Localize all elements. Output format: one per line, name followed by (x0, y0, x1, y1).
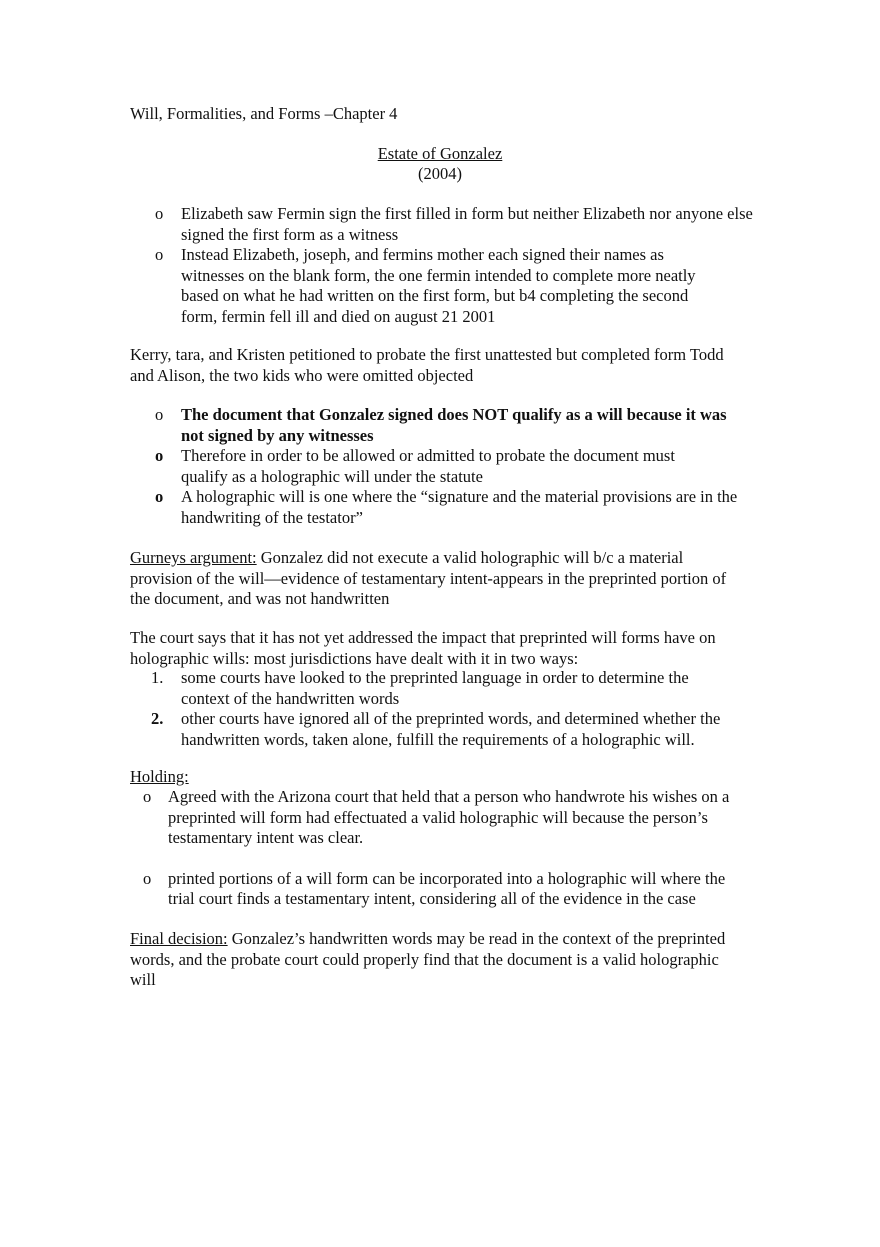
final-label: Final decision: (130, 929, 228, 948)
gurney-label: Gurneys argument: (130, 548, 257, 567)
list-item (155, 204, 755, 245)
court-ways-list (151, 668, 755, 750)
list-item (143, 869, 753, 910)
list-item (155, 245, 755, 327)
list-item (151, 709, 755, 750)
bullet-marker: o (155, 245, 164, 264)
holding-list (143, 787, 753, 910)
bullet-marker: o (143, 868, 152, 888)
bullet-marker: o (155, 204, 164, 223)
list-item (143, 787, 753, 849)
case-title: Estate of Gonzalez (377, 144, 503, 163)
bullet-marker: o (143, 787, 152, 806)
number-marker: 1. (151, 668, 164, 687)
petition-paragraph: Kerry, tara, and Kristen petitioned to probate the first unattested but completed form Todd and Alison, the two kids who were omitted objected (130, 345, 724, 385)
final-decision (130, 929, 740, 991)
list-item-text: other courts have ignored all of the preprinted words, and determined whether the handwritten words, taken alone, fulfill the requirements of a holographic will. (181, 709, 721, 749)
case-year: (2004) (418, 164, 462, 183)
bullet-marker: o (155, 405, 164, 424)
list-item (155, 446, 755, 487)
list-item-text: Therefore in order to be allowed or admitted to probate the document must qualify as a holographic will under the statute (181, 446, 675, 486)
list-item-text: Elizabeth saw Fermin sign the first filled in form but neither Elizabeth nor anyone else signed the first form as a witness (181, 204, 753, 244)
list-item-text: A holographic will is one where the “signature and the material provisions are in the handwriting of the testator” (181, 487, 738, 527)
number-marker: 2. (151, 709, 164, 728)
gurney-text: Gonzalez did not execute a valid holographic will b/c a material provision of the will—evidence of testamentary intent-appears in the preprinted portion of the document, and was not handwritten (130, 548, 727, 608)
list-item-text: The document that Gonzalez signed does NOT qualify as a will because it was not signed by any witnesses (181, 405, 727, 445)
list-item-text: some courts have looked to the preprinted language in order to determine the context of the handwritten words (181, 668, 689, 708)
list-item-text: Instead Elizabeth, joseph, and fermins mother each signed their names as witnesses on the blank form, the one fermin intended to complete more neatly based on what he had written on the first form, but b4 completing the second form, fermin fell ill and died on august 21 2001 (181, 245, 696, 326)
final-text: Gonzalez’s handwritten words may be read in the context of the preprinted words, and the probate court could properly find that the document is a valid holographic will (130, 929, 726, 989)
list-item (151, 668, 755, 709)
analysis-list (155, 405, 755, 528)
court-intro: The court says that it has not yet addressed the impact that preprinted will forms have on holographic wills: most jurisdictions have dealt with it in two ways: (130, 628, 716, 668)
gurney-argument (130, 548, 745, 610)
bullet-marker: o (155, 446, 164, 465)
holding-label: Holding: (130, 767, 189, 786)
list-item-text: Agreed with the Arizona court that held that a person who handwrote his wishes on a preprinted will form had effectuated a valid holographic will because the person’s testamentary intent was clear. (168, 787, 730, 847)
bullet-marker: o (155, 487, 164, 506)
list-item-text: printed portions of a will form can be incorporated into a holographic will where the trial court finds a testamentary intent, considering all of the evidence in the case (168, 868, 726, 908)
list-item (155, 405, 755, 446)
chapter-header: Will, Formalities, and Forms –Chapter 4 (130, 104, 398, 123)
facts-list (155, 204, 755, 327)
list-item (155, 487, 755, 528)
